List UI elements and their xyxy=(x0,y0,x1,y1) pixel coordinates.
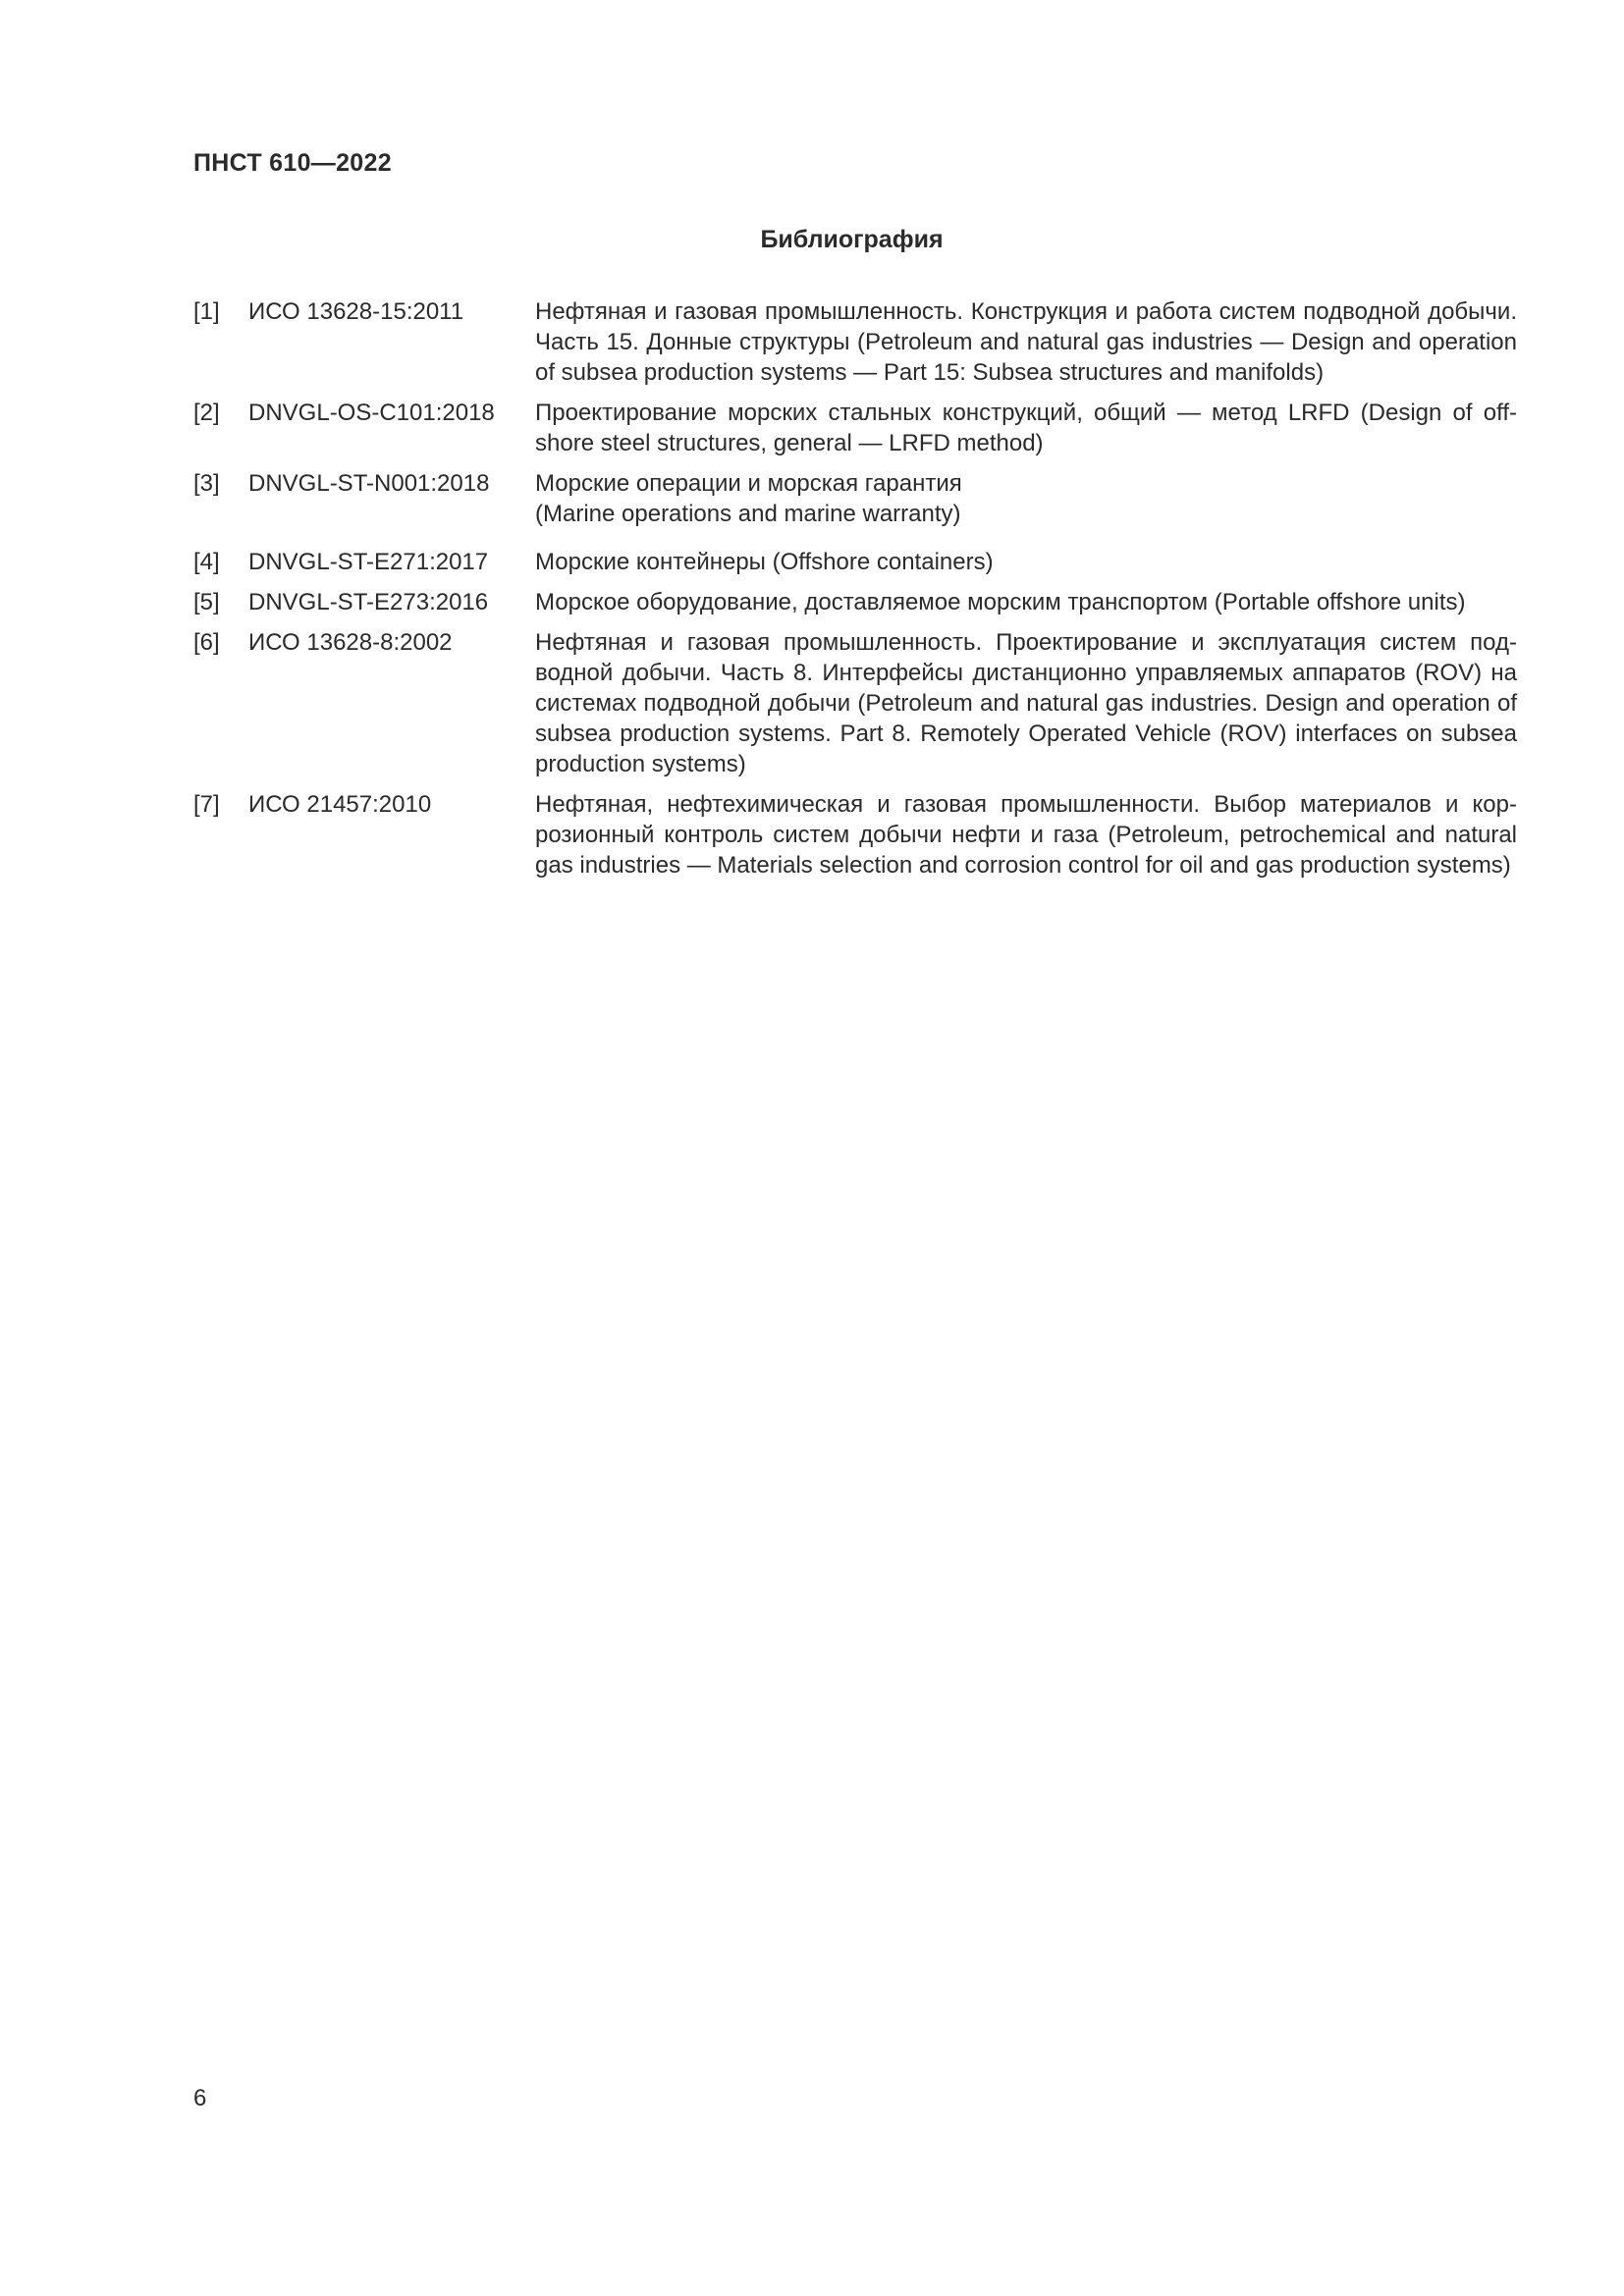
entry-standard: DNVGL-ST-E271:2017 xyxy=(248,549,489,575)
bibliography-entry xyxy=(193,627,1517,779)
bibliography-title: Библиография xyxy=(760,226,944,253)
entry-description: Нефтяная и газовая промышленность. Проектирование и эксплуатация систем подводной добычи. Часть 8. Интерфейсы дистанционно управляемых аппаратов (ROV) на системах подводной добычи (Petroleum and natural gas industries. Design and operation of subsea production systems. Part 8. Remotely Operated Vehicle (ROV) interfaces on subsea production systems) xyxy=(535,629,1517,777)
entry-description: Морские контейнеры (Offshore containers) xyxy=(535,549,994,575)
entry-standard: DNVGL-OS-C101:2018 xyxy=(248,400,495,426)
entry-standard: ИСО 13628-15:2011 xyxy=(248,298,464,325)
entry-number: [6] xyxy=(193,629,220,656)
entry-standard: ИСО 13628-8:2002 xyxy=(248,629,453,656)
bibliography-list xyxy=(193,296,1517,881)
entry-description: Морское оборудование, доставляемое морским транспортом (Portable offshore units) xyxy=(535,589,1466,615)
page-number: 6 xyxy=(193,2085,207,2111)
entry-number: [3] xyxy=(193,470,220,497)
bibliography-entry xyxy=(193,398,1517,458)
entry-standard: DNVGL-ST-N001:2018 xyxy=(248,470,490,497)
bibliography-entry xyxy=(193,789,1517,881)
entry-description: Нефтяная и газовая промышленность. Конструкция и работа систем подводной добычи. Часть 15. Донные структуры (Petroleum and natural gas industries — Design and operation of subsea production systems — Part 15: Subsea structures and manifolds) xyxy=(535,298,1517,386)
entry-standard: DNVGL-ST-E273:2016 xyxy=(248,589,489,615)
entry-number: [7] xyxy=(193,791,220,818)
document-code: ПНСТ 610—2022 xyxy=(193,149,392,177)
bibliography-entry xyxy=(193,587,1517,617)
entry-number: [4] xyxy=(193,549,220,575)
entry-number: [2] xyxy=(193,400,220,426)
bibliography-entry xyxy=(193,547,1517,577)
entry-standard: ИСО 21457:2010 xyxy=(248,791,432,818)
bibliography-entry xyxy=(193,296,1517,388)
entry-number: [1] xyxy=(193,298,220,325)
entry-number: [5] xyxy=(193,589,220,615)
entry-description: Проектирование морских стальных конструкций, общий — метод LRFD (Design of offshore steel structures, general — LRFD method) xyxy=(535,400,1517,456)
entry-description: Нефтяная, нефтехимическая и газовая промышленности. Выбор материалов и коррозионный контроль систем добычи нефти и газа (Petroleum, petrochemical and natural gas industries — Materials selection and corrosion control for oil and gas production systems) xyxy=(535,791,1517,879)
entry-description: Морские операции и морская гарантия (Marine operations and marine warranty) xyxy=(535,470,962,527)
bibliography-entry xyxy=(193,468,1517,529)
